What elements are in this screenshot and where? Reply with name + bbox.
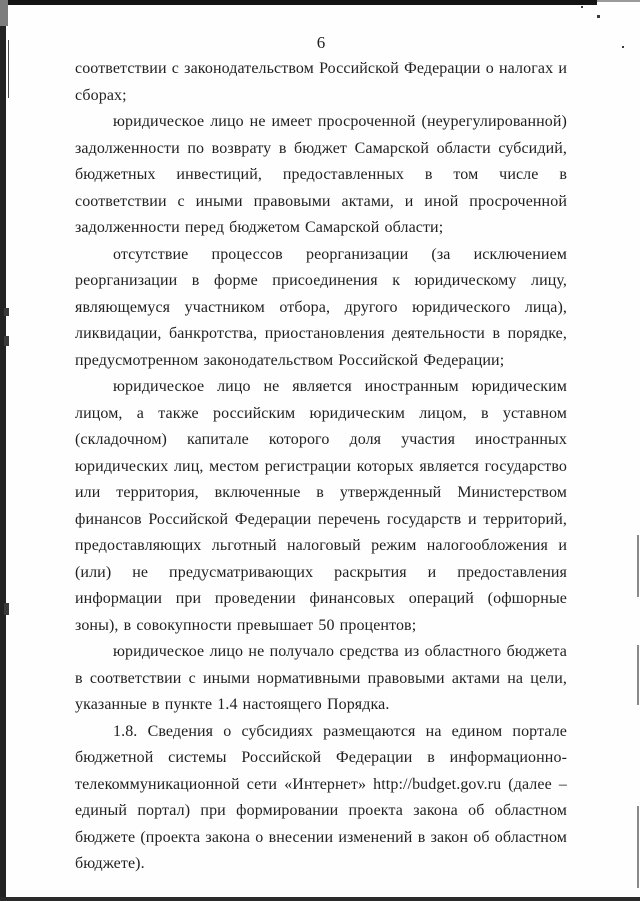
scan-edge-left-line (8, 40, 9, 98)
paragraph-1-8-unified-portal: 1.8. Сведения о субсидиях размещаются на едином портале бюджетной системы Российской Федерации в информационно-телекоммуникационной сети «Интернет» http://budget.gov.ru (далее – единый портал) при формировании проекта закона об областном бюджете (проекта закона о внесении изменений в закон об областном бюджете). (75, 722, 567, 872)
scan-artifact (4, 603, 9, 615)
scan-artifact (622, 46, 624, 48)
scan-artifact (637, 806, 639, 888)
scan-edge-left-corner (0, 0, 8, 26)
paragraph-no-other-budget-funds: юридическое лицо не получало средства из областного бюджета в соответствии с иными нормативными правовыми актами на цели, указанные в пункте 1.4 настоящего Порядка. (75, 643, 567, 713)
page-content (75, 30, 567, 878)
scan-edge-top (0, 0, 597, 5)
scan-edge-top-faint (597, 0, 640, 2)
scan-artifact (637, 645, 639, 705)
scan-edge-bottom (0, 897, 640, 901)
scan-artifact (597, 15, 600, 18)
paragraph-taxes-clause: соответствии с законодательством Российской Федерации о налогах и сборах; (75, 60, 567, 104)
paragraph-not-foreign-entity: юридическое лицо не является иностранным юридическим лицом, а также российским юридическим лицом, в уставном (складочном) капитале которого доля участия иностранных юридических лиц, местом регистрации которых является государство или территория, включенные в утвержденный Министерством финансов Российской Федерации перечень государств и территорий, предоставляющих льготный налоговый режим налогообложения и (или) не предусматривающих раскрытия и предоставления информации при проведении финансовых операций (офшорные зоны), в совокупности превышает 50 процентов; (75, 378, 567, 634)
paragraph-no-reorganization: отсутствие процессов реорганизации (за исключением реорганизации в форме присоединения к юридическому лицу, являющемуся участником отбора, другого юридического лица), ликвидации, банкротства, приостановления деятельности в порядке, предусмотренном законодательством Российской Федерации; (75, 245, 567, 369)
paragraph-no-overdue-debt: юридическое лицо не имеет просроченной (неурегулированной) задолженности по возврату в бюджет Самарской области субсидий, бюджетных инвестиций, предоставленных в том числе в соответствии с иными правовыми актами, и иной просроченной задолженности перед бюджетом Самарской области; (75, 113, 567, 236)
scan-artifact (581, 6, 583, 8)
page-number: 6 (316, 33, 326, 52)
scan-edge-left (0, 0, 6, 901)
scan-artifact (4, 336, 9, 346)
scan-artifact (637, 535, 639, 597)
scan-artifact (4, 308, 9, 316)
